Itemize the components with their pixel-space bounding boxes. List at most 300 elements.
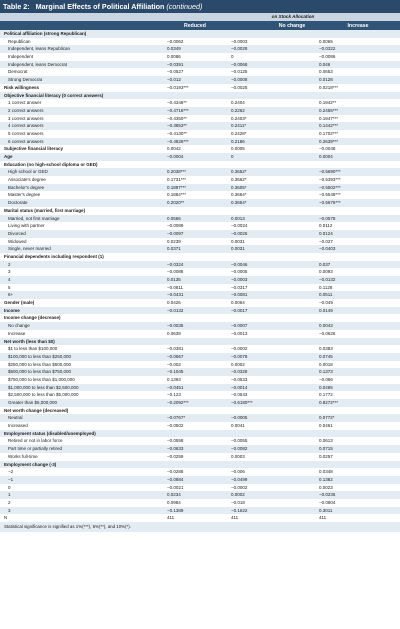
cell-reduced: 0.0349 (163, 45, 228, 53)
cell-no-change: −0.0328 (228, 368, 316, 376)
cell-increase: 0.0023 (316, 484, 400, 492)
cell-no-change: −0.0317 (228, 284, 316, 292)
row-group-label: Political affiliation (strong Republican) (0, 30, 163, 38)
cell-no-change: 0.0002 (228, 361, 316, 369)
table-row (0, 391, 400, 399)
row-label: $750,000 to less than $1,000,000 (0, 376, 163, 384)
cell-no-change: −0.0046 (228, 261, 316, 269)
cell-no-change: 0 (228, 53, 316, 61)
table-row (0, 84, 400, 92)
cell-increase (316, 30, 400, 38)
cell-no-change: 0.0013 (228, 215, 316, 223)
cell-reduced: −0.0035 (163, 322, 228, 330)
cell-no-change: 0.2403* (228, 115, 316, 123)
cell-increase: −0.049 (316, 299, 400, 307)
cell-increase: −0.0322 (316, 45, 400, 53)
row-label: $500,000 to less than $750,000 (0, 368, 163, 376)
cell-reduced: −0.4350** (163, 115, 228, 123)
cell-reduced: −0.1389 (163, 507, 228, 515)
cell-increase: 0.0149 (316, 307, 400, 315)
cell-increase (316, 207, 400, 215)
row-group-label: Employment change (-3) (0, 461, 163, 469)
cell-increase: 0.0043 (316, 322, 400, 330)
row-label: 5 correct answers (0, 130, 163, 138)
table-row (0, 453, 400, 461)
row-label: 0 (0, 484, 163, 492)
table-row (0, 284, 400, 292)
cell-reduced: 0.0042 (163, 145, 228, 153)
cell-reduced: −0.0324 (163, 261, 228, 269)
table-row (0, 45, 400, 53)
cell-increase: −0.0578 (316, 215, 400, 223)
row-label: 3 (0, 268, 163, 276)
cell-no-change (228, 430, 316, 438)
cell-increase: −0.027 (316, 238, 400, 246)
cell-reduced (163, 161, 228, 169)
cell-increase: 0.0715 (316, 445, 400, 453)
row-group-label: Gender (male) (0, 299, 163, 307)
row-group-label: Marital status (married, first marriage) (0, 207, 163, 215)
cell-no-change: −0.0055 (228, 437, 316, 445)
cell-reduced: 0.0639 (163, 330, 228, 338)
table-row (0, 445, 400, 453)
table-row (0, 507, 400, 515)
cell-reduced: −0.0811 (163, 284, 228, 292)
cell-increase: 0.1947*** (316, 115, 400, 123)
row-group-label: Income change (decrease) (0, 314, 163, 322)
cell-no-change: −0.0003 (228, 276, 316, 284)
cell-no-change: 0.3652* (228, 168, 316, 176)
cell-reduced: −0.0667 (163, 353, 228, 361)
row-label: Independent (0, 53, 163, 61)
cell-increase (316, 430, 400, 438)
table-row (0, 76, 400, 84)
cell-increase: 0.046 (316, 61, 400, 69)
cell-no-change: −0.0024 (228, 222, 316, 230)
cell-increase: 411 (316, 514, 400, 522)
table-row (0, 376, 400, 384)
row-label: Works full-time (0, 453, 163, 461)
cell-no-change: −0.006 (228, 468, 316, 476)
row-label: 4 (0, 276, 163, 284)
table-row (0, 245, 400, 253)
table-row (0, 92, 400, 100)
cell-no-change (228, 30, 316, 38)
cell-reduced: −0.4826*** (163, 138, 228, 146)
cell-reduced (163, 92, 228, 100)
table-row (0, 407, 400, 415)
cell-increase: 0.0348 (316, 468, 400, 476)
cell-no-change: 0.0003 (228, 453, 316, 461)
cell-increase: 0.1442*** (316, 122, 400, 130)
row-label: High school or GED (0, 168, 163, 176)
row-label: 4 correct answers (0, 122, 163, 130)
column-header-row (0, 21, 400, 30)
table-row (0, 153, 400, 161)
cell-increase: 0.0772* (316, 414, 400, 422)
cell-increase: 0.2639*** (316, 138, 400, 146)
cell-reduced: −0.0502 (163, 422, 228, 430)
row-label: Bachelor's degree (0, 184, 163, 192)
cell-no-change: 0.2428* (228, 130, 316, 138)
cell-reduced: 0.2038*** (163, 168, 228, 176)
cell-no-change: −0.1622 (228, 507, 316, 515)
cell-reduced: −0.0088 (163, 268, 228, 276)
cell-reduced (163, 30, 228, 38)
row-label: 5 (0, 284, 163, 292)
cell-no-change: 0.0041 (228, 422, 316, 430)
cell-no-change (228, 92, 316, 100)
cell-no-change: −0.0026 (228, 230, 316, 238)
cell-no-change: −0.0028 (228, 45, 316, 53)
row-label: $1 to less than $100,000 (0, 345, 163, 353)
cell-no-change: 411 (228, 514, 316, 522)
cell-no-change: −0.0017 (228, 307, 316, 315)
table-row (0, 484, 400, 492)
cell-increase: 0.0218*** (316, 84, 400, 92)
row-label: Republican (0, 38, 163, 46)
cell-increase: 0.0383 (316, 345, 400, 353)
cell-increase: 0.0465 (316, 384, 400, 392)
cell-increase: 0.1942** (316, 99, 400, 107)
row-label: $250,000 to less than $500,000 (0, 361, 163, 369)
table-row (0, 430, 400, 438)
cell-no-change: −0.0125 (228, 68, 316, 76)
cell-increase: −0.5690*** (316, 168, 400, 176)
cell-increase: −0.0132 (316, 276, 400, 284)
row-label: Independent, leans Republican (0, 45, 163, 53)
row-label: Associate's degree (0, 176, 163, 184)
table-row (0, 145, 400, 153)
cell-increase: 0.0124 (316, 230, 400, 238)
table-row (0, 338, 400, 346)
cell-no-change: 0.0064 (228, 299, 316, 307)
row-label: Neutral (0, 414, 163, 422)
table-row (0, 314, 400, 322)
cell-no-change: 0.2262 (228, 107, 316, 115)
cell-increase: −0.0236 (316, 491, 400, 499)
table-row (0, 130, 400, 138)
row-group-label: Age (0, 153, 163, 161)
table-row (0, 207, 400, 215)
cell-no-change: −0.0003 (228, 38, 316, 46)
cell-no-change (228, 314, 316, 322)
cell-reduced: 0.0135 (163, 276, 228, 284)
cell-increase: 0.1373 (316, 368, 400, 376)
table-row (0, 345, 400, 353)
cell-reduced: −0.0132 (163, 307, 228, 315)
row-group-label: Objective financial literacy (0 correct answers) (0, 92, 163, 100)
table-row (0, 222, 400, 230)
row-label: Increased (0, 422, 163, 430)
cell-increase (316, 461, 400, 469)
cell-no-change (228, 253, 316, 261)
cell-no-change: 0.2404 (228, 99, 316, 107)
table-row (0, 261, 400, 269)
column-header-reduced: Reduced (184, 22, 206, 29)
cell-increase: 0.8272*** (316, 399, 400, 407)
cell-no-change (228, 338, 316, 346)
table-row (0, 53, 400, 61)
cell-increase (316, 161, 400, 169)
row-label: $2,500,000 to less than $5,000,000 (0, 391, 163, 399)
cell-increase: −0.0048 (316, 145, 400, 153)
table-row (0, 276, 400, 284)
cell-reduced: 0.0426 (163, 299, 228, 307)
cell-no-change (228, 161, 316, 169)
row-label: Master's degree (0, 191, 163, 199)
row-label: 6 correct answers (0, 138, 163, 146)
cell-reduced: −0.2092*** (163, 399, 228, 407)
cell-reduced: 0.1884*** (163, 191, 228, 199)
cell-no-change: −0.0543 (228, 391, 316, 399)
row-group-label: Risk willingness (0, 84, 163, 92)
cell-reduced (163, 314, 228, 322)
cell-increase: 0.1128 (316, 284, 400, 292)
cell-increase: −0.5393*** (316, 176, 400, 184)
cell-reduced (163, 253, 228, 261)
cell-increase (316, 253, 400, 261)
row-label: No change (0, 322, 163, 330)
cell-reduced: −0.4346** (163, 99, 228, 107)
row-label: Strong Democrat (0, 76, 163, 84)
row-label: 2 (0, 261, 163, 269)
row-label: Independent, leans Democrat (0, 61, 163, 69)
cell-no-change: 0.2411* (228, 122, 316, 130)
row-label: −1 (0, 476, 163, 484)
cell-reduced: 0.1393 (163, 376, 228, 384)
table-row (0, 299, 400, 307)
cell-no-change: −0.0078 (228, 353, 316, 361)
cell-reduced: −0.0767* (163, 414, 228, 422)
cell-reduced: 0.1897*** (163, 184, 228, 192)
row-group-label: Income (0, 307, 163, 315)
table-row (0, 115, 400, 123)
cell-reduced: −0.4716*** (163, 107, 228, 115)
cell-no-change: −0.0002 (228, 345, 316, 353)
cell-increase: 0.0093 (316, 268, 400, 276)
cell-no-change: −0.0008 (228, 76, 316, 84)
cell-increase: −0.5675*** (316, 199, 400, 207)
cell-increase: 0.0128 (316, 76, 400, 84)
column-header-increase: Increase (347, 22, 369, 29)
footnote: Statistical significance is signified as 1%(***), 5%(**), and 10%(*). (0, 522, 400, 532)
cell-reduced: −0.0527 (163, 68, 228, 76)
table-row (0, 491, 400, 499)
table-row (0, 330, 400, 338)
table-row (0, 199, 400, 207)
cell-reduced: −0.0633 (163, 445, 228, 453)
table-row (0, 468, 400, 476)
cell-no-change: −0.0533 (228, 376, 316, 384)
row-label: 6+ (0, 291, 163, 299)
table-row (0, 291, 400, 299)
cell-no-change: −0.0013 (228, 330, 316, 338)
row-label: Doctorate (0, 199, 163, 207)
table-row (0, 68, 400, 76)
cell-reduced: −0.3853** (163, 122, 228, 130)
table-row (0, 122, 400, 130)
table-row (0, 215, 400, 223)
row-label: N (0, 514, 163, 522)
cell-no-change: −0.0499 (228, 476, 316, 484)
row-label: Single, never married (0, 245, 163, 253)
cell-no-change: −0.0081 (228, 291, 316, 299)
cell-reduced: −0.0288 (163, 468, 228, 476)
cell-reduced: −0.0089 (163, 222, 228, 230)
row-label: $100,000 to less than $250,000 (0, 353, 163, 361)
cell-no-change: −0.0002 (228, 484, 316, 492)
row-label: Living with partner (0, 222, 163, 230)
cell-no-change: −0.0082 (228, 445, 316, 453)
cell-no-change: 0.0031 (228, 238, 316, 246)
cell-no-change: −0.6180*** (228, 399, 316, 407)
table-body (0, 30, 400, 522)
row-label: $1,000,000 to less than $2,500,000 (0, 384, 163, 392)
cell-increase: −0.5548*** (316, 191, 400, 199)
cell-reduced (163, 207, 228, 215)
cell-no-change: 0.3662* (228, 176, 316, 184)
cell-no-change: 0.0005 (228, 145, 316, 153)
cell-increase (316, 314, 400, 322)
cell-no-change: −0.0025 (228, 84, 316, 92)
cell-reduced: −0.4130** (163, 130, 228, 138)
cell-no-change (228, 207, 316, 215)
row-group-label: Financial dependents including respondent (1) (0, 253, 163, 261)
table-row (0, 191, 400, 199)
table-row (0, 322, 400, 330)
row-label: 3 (0, 507, 163, 515)
cell-no-change: −0.0014 (228, 384, 316, 392)
cell-reduced: −0.0391 (163, 61, 228, 69)
table-row (0, 161, 400, 169)
cell-reduced: 0.0234 (163, 491, 228, 499)
column-group-header (0, 13, 400, 21)
cell-increase: 0.1772 (316, 391, 400, 399)
cell-increase: 0.0653 (316, 68, 400, 76)
cell-reduced: −0.0004 (163, 153, 228, 161)
table-row (0, 437, 400, 445)
cell-increase: −0.0086 (316, 53, 400, 61)
cell-no-change: −0.0005 (228, 268, 316, 276)
cell-reduced: 0.2020** (163, 199, 228, 207)
table-title-continued: (continued) (166, 2, 203, 11)
cell-reduced: −0.123 (163, 391, 228, 399)
table-row (0, 38, 400, 46)
row-label: 1 (0, 491, 163, 499)
cell-increase: 0.0461 (316, 422, 400, 430)
cell-no-change: −0.0068 (228, 61, 316, 69)
cell-increase: −0.086 (316, 376, 400, 384)
table-row (0, 230, 400, 238)
cell-reduced: −0.0884 (163, 476, 228, 484)
table-row (0, 422, 400, 430)
table-title (0, 0, 400, 13)
table-row (0, 384, 400, 392)
row-label: 2 correct answers (0, 107, 163, 115)
cell-no-change: −0.0007 (228, 322, 316, 330)
cell-no-change: 0.0002 (228, 491, 316, 499)
cell-reduced (163, 407, 228, 415)
cell-no-change: 0.0031 (228, 245, 316, 253)
cell-reduced: 0.0371 (163, 245, 228, 253)
table-row (0, 399, 400, 407)
cell-reduced: −0.0062 (163, 38, 228, 46)
cell-reduced: −0.0021 (163, 484, 228, 492)
row-group-label: Education (no high-school diploma or GED) (0, 161, 163, 169)
table-row (0, 353, 400, 361)
row-label: Retired or not in labor force (0, 437, 163, 445)
table-row (0, 168, 400, 176)
table-row (0, 184, 400, 192)
cell-reduced (163, 338, 228, 346)
cell-increase: 0.0112 (316, 222, 400, 230)
table-row (0, 514, 400, 522)
cell-increase (316, 92, 400, 100)
cell-reduced (163, 461, 228, 469)
table-row (0, 99, 400, 107)
cell-increase: 0.037 (316, 261, 400, 269)
cell-no-change: 0.3664* (228, 191, 316, 199)
cell-no-change: 0.3654* (228, 199, 316, 207)
cell-reduced: 0.0086 (163, 53, 228, 61)
table-row (0, 268, 400, 276)
table-row (0, 361, 400, 369)
cell-reduced: −0.0381 (163, 345, 228, 353)
cell-reduced: −0.0097 (163, 230, 228, 238)
table-row (0, 499, 400, 507)
cell-reduced: −0.002 (163, 361, 228, 369)
row-label: Divorced (0, 230, 163, 238)
cell-reduced (163, 430, 228, 438)
column-group-label: on Stock Allocation (271, 14, 315, 19)
cell-reduced: 411 (163, 514, 228, 522)
row-label: 3 correct answers (0, 115, 163, 123)
cell-increase: 0.0065 (316, 38, 400, 46)
row-label: 1 correct answer (0, 99, 163, 107)
row-label: Increase (0, 330, 163, 338)
table-row (0, 414, 400, 422)
cell-increase: −0.0804 (316, 499, 400, 507)
cell-reduced: −0.0193*** (163, 84, 228, 92)
table-title-text: Marginal Effects of Political Affiliation (35, 2, 165, 11)
cell-increase: 0.0745 (316, 353, 400, 361)
cell-increase: 0.0613 (316, 437, 400, 445)
table-number: Table 2: (3, 2, 30, 11)
cell-increase: 0.3011 (316, 507, 400, 515)
cell-increase: 0.1702*** (316, 130, 400, 138)
cell-reduced: −0.0431 (163, 291, 228, 299)
table-row (0, 368, 400, 376)
cell-no-change: 0.3605* (228, 184, 316, 192)
row-group-label: Net worth change (decreased) (0, 407, 163, 415)
cell-no-change: 0 (228, 153, 316, 161)
row-label: Part time or partially retired (0, 445, 163, 453)
cell-increase (316, 407, 400, 415)
cell-reduced: −0.0451 (163, 384, 228, 392)
table-row (0, 307, 400, 315)
cell-increase: 0.1382 (316, 476, 400, 484)
cell-reduced: 0.1731*** (163, 176, 228, 184)
row-label: Widowed (0, 238, 163, 246)
table-row (0, 138, 400, 146)
table-row (0, 461, 400, 469)
table-row (0, 61, 400, 69)
cell-no-change: 0.2186 (228, 138, 316, 146)
cell-increase: 0.0004 (316, 153, 400, 161)
row-label: Greater than $5,000,000 (0, 399, 163, 407)
cell-reduced: 0.0984 (163, 499, 228, 507)
